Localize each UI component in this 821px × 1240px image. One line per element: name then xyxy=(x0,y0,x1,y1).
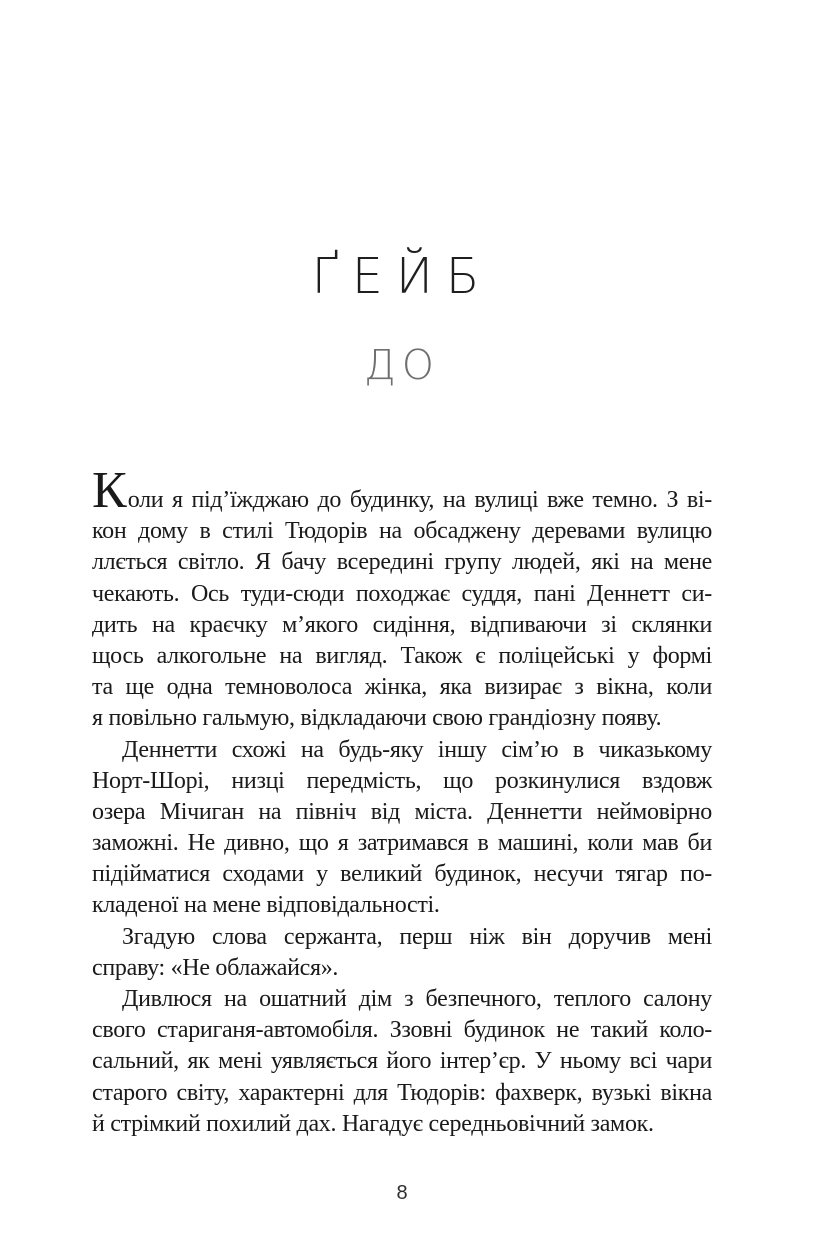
text-line: та ще одна темноволоса жінка, яка визирає з вікна, коли xyxy=(92,674,712,701)
text-line: кладеної на мене відповідальності. xyxy=(92,892,440,919)
text-line: старого світу, характерні для Тюдорів: фахверк, вузькі вікна xyxy=(92,1079,712,1106)
text-line: й стрімкий похилий дах. Нагадує середньовічний замок. xyxy=(92,1110,654,1137)
text-line: сальний, як мені уявляється його інтер’єр. У ньому всі чари xyxy=(92,1048,712,1075)
text-line: озера Мічиган на північ від міста. Деннетти неймовірно xyxy=(92,798,712,825)
paragraph xyxy=(92,984,712,1140)
text-line: щось алкогольне на вигляд. Також є поліцейські у формі xyxy=(92,642,712,669)
text-line: підійматися сходами у великий будинок, несучи тягар по- xyxy=(92,861,712,888)
text-line: ллється світло. Я бачу всередині групу людей, які на мене xyxy=(92,549,712,576)
paragraph xyxy=(92,735,712,922)
text-line: Згадую слова сержанта, перш ніж він доручив мені xyxy=(122,923,712,950)
chapter-subtitle: ДО xyxy=(363,341,441,389)
text-line: Дивлюся на ошатний дім з безпечного, теплого салону xyxy=(122,986,712,1012)
text-line: чекають. Ось туди-сюди походжає суддя, пані Деннетт си- xyxy=(92,580,712,607)
page-number: 8 xyxy=(396,1182,408,1204)
text-line: дить на краєчку м’якого сидіння, відпиваючи зі склянки xyxy=(92,611,712,638)
text-line: Деннетти схожі на будь-яку іншу сім’ю в чиказькому xyxy=(122,736,712,763)
text-line: справу: «Не облажайся». xyxy=(92,954,339,981)
text-line: Норт-Шорі, низці передмість, що розкинулися вздовж xyxy=(92,767,712,794)
drop-cap-letter: К xyxy=(92,462,127,519)
text-line: Коли я під’їжджаю до будинку, на вулиці вже темно. З ві- xyxy=(92,462,712,519)
text-line: заможні. Не дивно, що я затримався в машині, коли мав би xyxy=(92,830,712,857)
paragraph xyxy=(92,922,712,984)
text-line: я повільно гальмую, відкладаючи свою грандіозну появу. xyxy=(92,705,662,732)
paragraph xyxy=(92,462,712,735)
body-text xyxy=(92,462,712,1140)
text-line: свого стариганя-автомобіля. Ззовні будинок не такий коло- xyxy=(92,1017,712,1044)
chapter-title: ҐЕЙБ xyxy=(311,248,493,305)
text-line: кон дому в стилі Тюдорів на обсаджену деревами вулицю xyxy=(92,518,712,545)
page-content xyxy=(92,0,712,1240)
